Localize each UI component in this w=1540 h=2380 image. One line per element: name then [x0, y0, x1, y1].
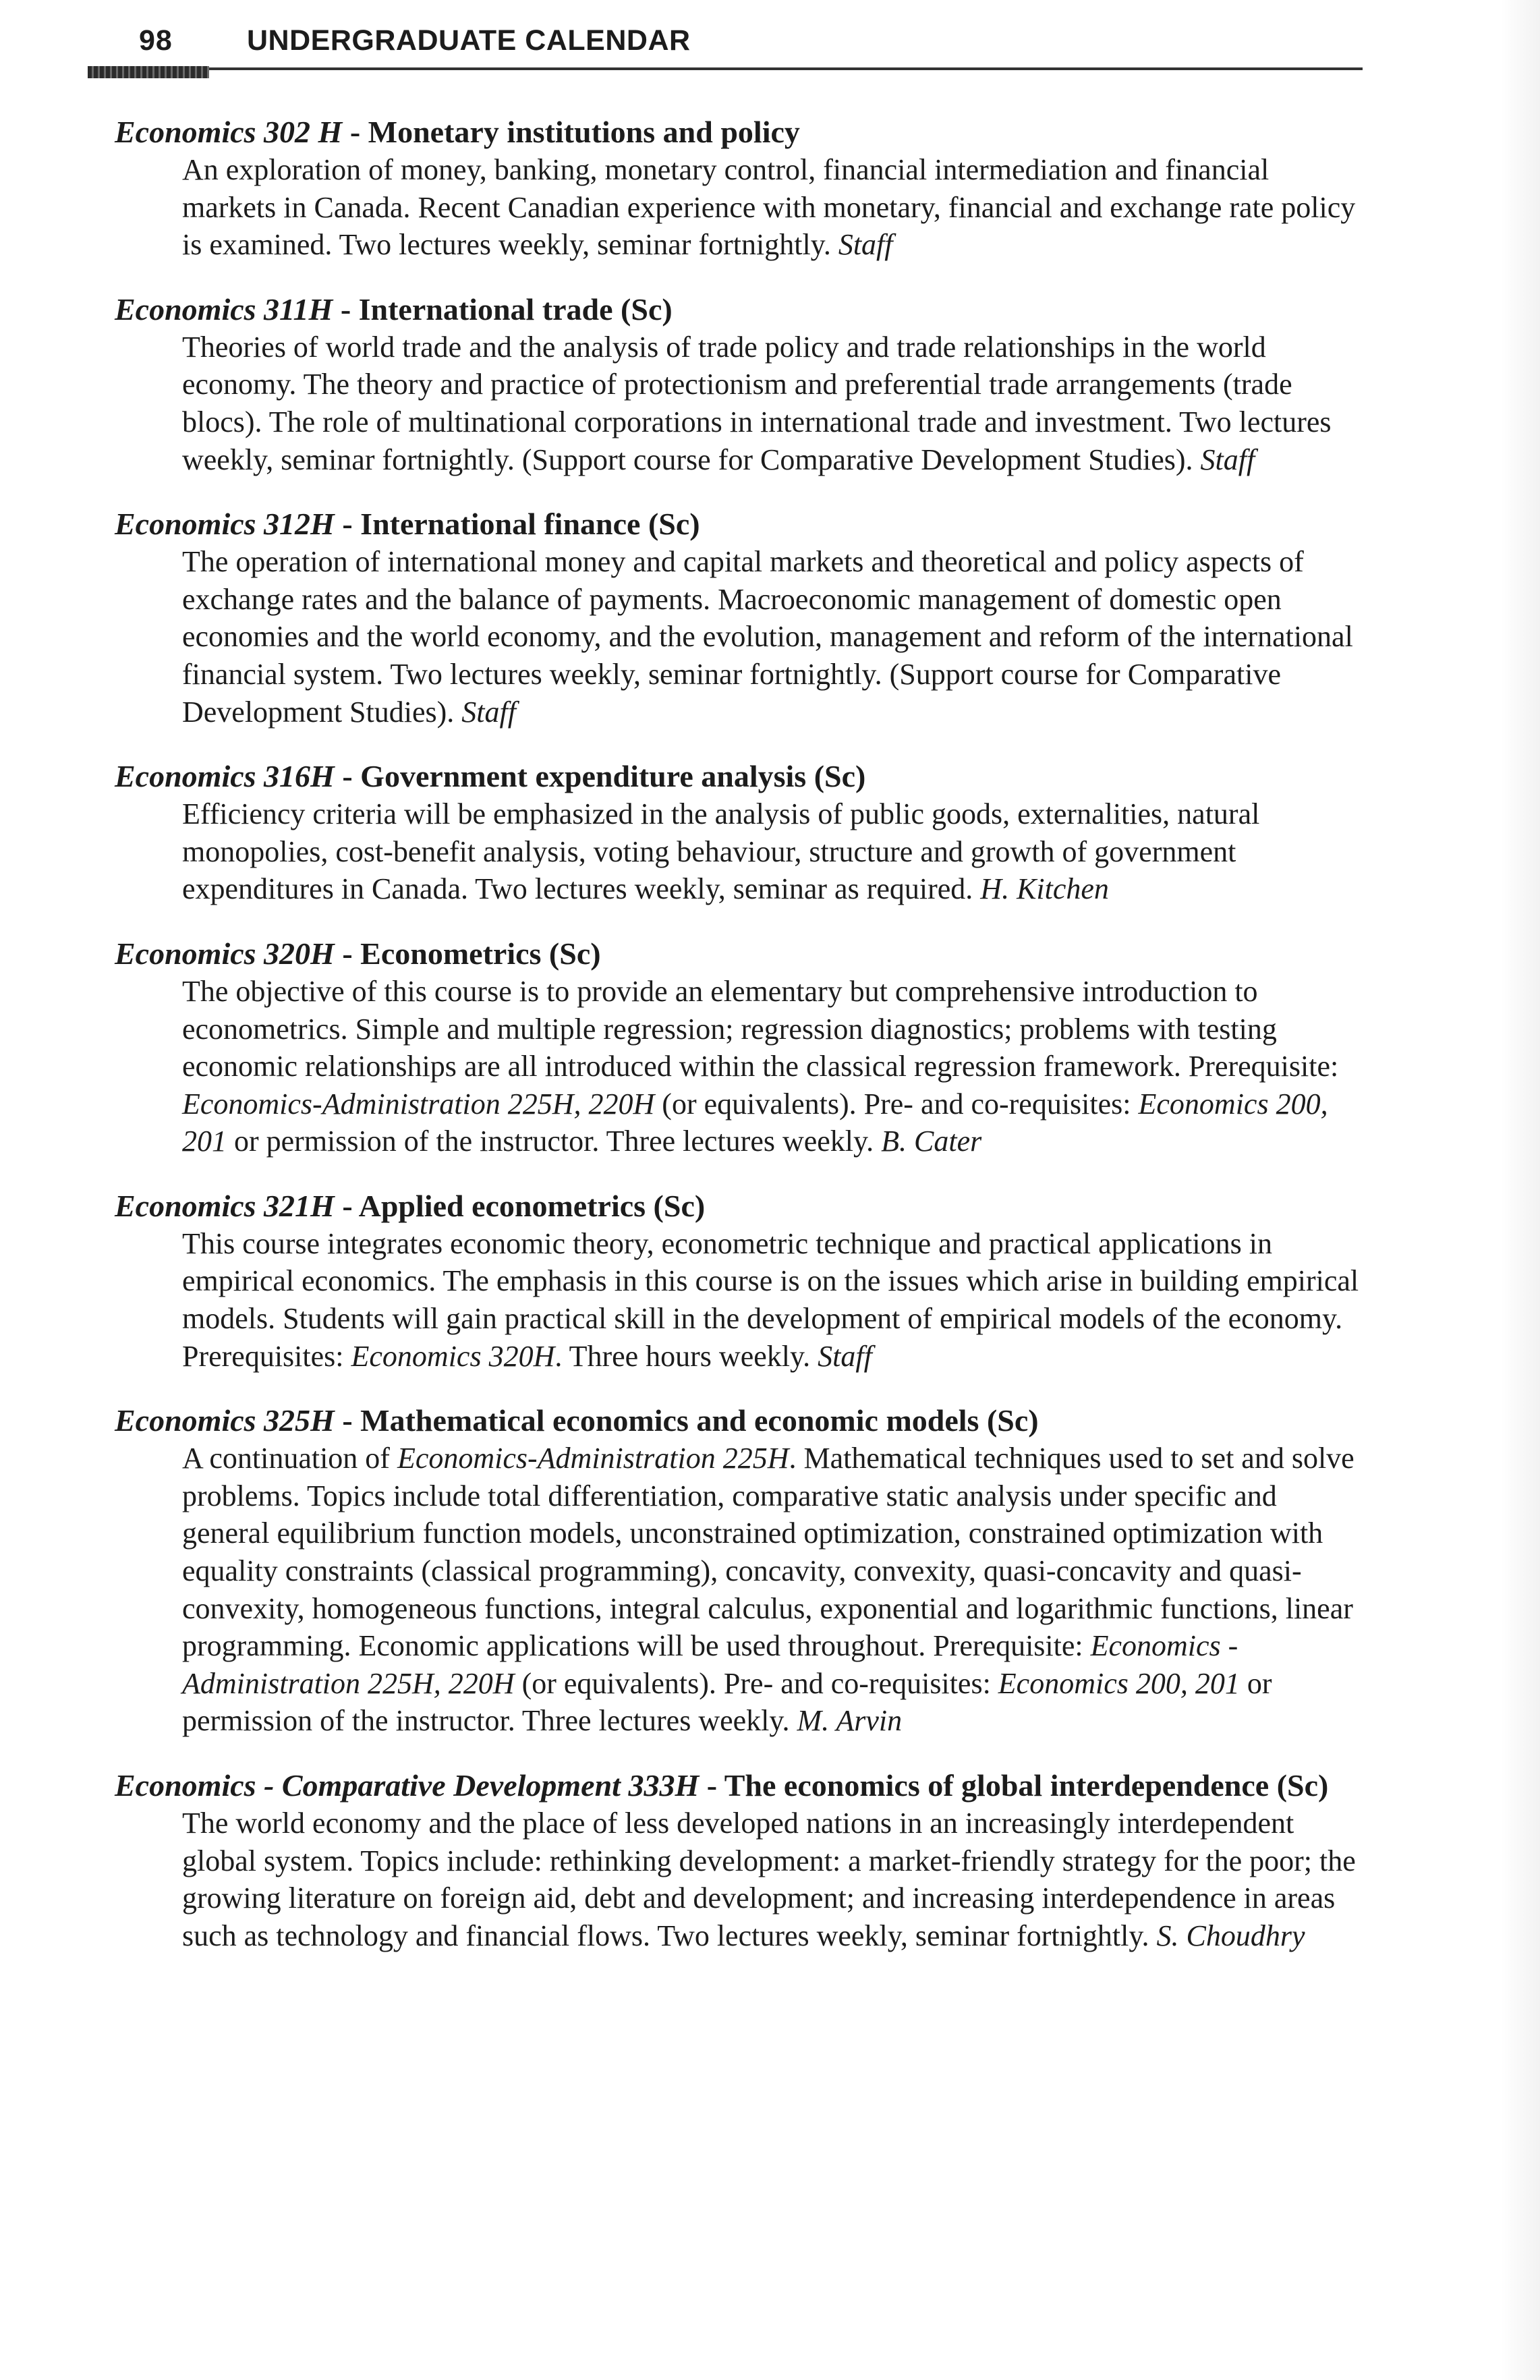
course-entry — [115, 291, 1363, 478]
instructor: Staff — [461, 695, 516, 729]
course-description — [182, 329, 1363, 478]
course-description — [182, 795, 1363, 908]
header-decoration — [88, 66, 209, 78]
course-title: - The economics of global interdependence (Sc) — [699, 1768, 1329, 1803]
page-edge-shadow — [1500, 0, 1540, 2380]
course-entry — [115, 505, 1363, 731]
course-entry — [115, 1187, 1363, 1375]
instructor: Staff — [818, 1339, 872, 1373]
course-code: Economics - Comparative Development 333H — [115, 1768, 700, 1803]
description-text: An exploration of money, banking, monetary control, financial intermediation and financial markets in Canada. Recent Canadian experience with monetary, financial and exchange rate policy is examined. Two lectures weekly, seminar fortnightly. — [182, 153, 1356, 262]
instructor: S. Choudhry — [1156, 1919, 1305, 1952]
instructor: H. Kitchen — [980, 872, 1109, 906]
course-title: - Monetary institutions and policy — [342, 115, 800, 149]
course-heading — [115, 758, 1363, 795]
description-text: Efficiency criteria will be emphasized in the analysis of public goods, externalities, natural monopolies, cost-benefit analysis, voting behaviour, structure and growth of government expenditures in Canada. Two lectures weekly, seminar as required. — [182, 797, 1260, 906]
course-heading — [115, 291, 1363, 329]
course-code: Economics 312H — [115, 507, 335, 542]
course-description — [182, 973, 1363, 1160]
course-code: Economics 311H — [115, 291, 333, 327]
course-title: - Mathematical economics and economic models (Sc) — [334, 1403, 1039, 1438]
course-list — [115, 113, 1363, 1981]
course-title: - Government expenditure analysis (Sc) — [334, 759, 866, 794]
course-heading — [115, 1767, 1363, 1805]
course-description — [182, 543, 1363, 731]
course-reference: Economics 200, 201 — [182, 1087, 1328, 1158]
course-title: - International finance (Sc) — [334, 507, 700, 542]
course-title: - Econometrics (Sc) — [334, 936, 601, 971]
description-text: (or equivalents). Pre- and co-requisites: — [654, 1087, 1139, 1121]
page-header — [88, 24, 1363, 78]
course-description — [182, 1225, 1363, 1375]
instructor: Staff — [1200, 443, 1255, 476]
course-description — [182, 1440, 1363, 1740]
course-reference: Economics-Administration 225H, 220H — [182, 1087, 655, 1121]
description-text: (or equivalents). Pre- and co-requisites: — [514, 1666, 998, 1700]
course-entry — [115, 1767, 1363, 1954]
course-heading — [115, 113, 1363, 151]
course-entry — [115, 113, 1363, 264]
instructor: M. Arvin — [797, 1704, 903, 1738]
course-title: - Applied econometrics (Sc) — [334, 1188, 706, 1223]
description-text: The world economy and the place of less developed nations in an increasingly interdependent global system. Topics include: rethinking development: a market-friendly strategy for the poor; the growing literature on foreign aid, debt and development; and increasing interdependence in areas such as technology and financial flows. Two lectures weekly, seminar fortnightly. — [182, 1807, 1356, 1952]
course-code: Economics 325H — [115, 1403, 335, 1438]
course-reference: Economics 200, 201 — [998, 1666, 1240, 1700]
course-description — [182, 1805, 1363, 1954]
description-text: This course integrates economic theory, econometric technique and practical applications in empirical economics. The emphasis in this course is on the issues which arise in building empirical models. Students will gain practical skill in the development of empirical models of the economy. Prerequisites: — [182, 1226, 1359, 1373]
course-reference: Economics-Administration 225H — [397, 1442, 789, 1475]
description-text: A continuation of — [182, 1442, 397, 1475]
description-text: The operation of international money and capital markets and theoretical and policy aspects of exchange rates and the balance of payments. Macroeconomic management of domestic open economies and the world economy, and the evolution, management and reform of the international financial system. Two lectures weekly, seminar fortnightly. (Support course for Comparative Development Studies). — [182, 545, 1353, 729]
header-rule — [88, 67, 1363, 70]
description-text: . Three hours weekly. — [554, 1339, 818, 1373]
course-code: Economics 316H — [115, 759, 335, 794]
description-text: . Mathematical techniques used to set and solve problems. Topics include total differentiation, comparative static analysis under specific and general equilibrium function models, unconstrained optimization, constrained optimization with equality constraints (classical programming), concavity, convexity, quasi-concavity and quasi-convexity, homogeneous functions, integral calculus, exponential and logarithmic functions, linear programming. Economic applications will be used throughout. Prerequisite: — [182, 1442, 1354, 1663]
instructor: B. Cater — [881, 1125, 982, 1158]
course-entry — [115, 758, 1363, 908]
description-text: Theories of world trade and the analysis of trade policy and trade relationships in the world economy. The theory and practice of protectionism and preferential trade arrangements (trade blocs). The role of multinational corporations in international trade and investment. Two lectures weekly, seminar fortnightly. (Support course for Comparative Development Studies). — [182, 330, 1332, 476]
running-head: UNDERGRADUATE CALENDAR — [247, 24, 691, 57]
course-entry — [115, 935, 1363, 1160]
course-code: Economics 320H — [115, 936, 335, 971]
course-heading — [115, 1187, 1363, 1225]
course-heading — [115, 505, 1363, 543]
course-heading — [115, 935, 1363, 973]
description-text: or permission of the instructor. Three lectures weekly. — [227, 1125, 882, 1158]
description-text: or permission of the instructor. Three lectures weekly. — [182, 1666, 1272, 1738]
course-title: - International trade (Sc) — [333, 291, 673, 327]
instructor: Staff — [838, 228, 893, 262]
course-reference: Economics 320H — [351, 1339, 555, 1373]
course-entry — [115, 1402, 1363, 1740]
course-heading — [115, 1402, 1363, 1440]
course-code: Economics 302 H — [115, 115, 343, 149]
description-text: The objective of this course is to provide an elementary but comprehensive introduction to econometrics. Simple and multiple regression; regression diagnostics; problems with testing economic relationships are all introduced within the classical regression framework. Prerequisite: — [182, 974, 1339, 1083]
course-reference: Economics - Administration 225H, 220H — [182, 1629, 1238, 1700]
course-code: Economics 321H — [115, 1188, 335, 1223]
page-number: 98 — [139, 24, 173, 57]
course-description — [182, 151, 1363, 264]
